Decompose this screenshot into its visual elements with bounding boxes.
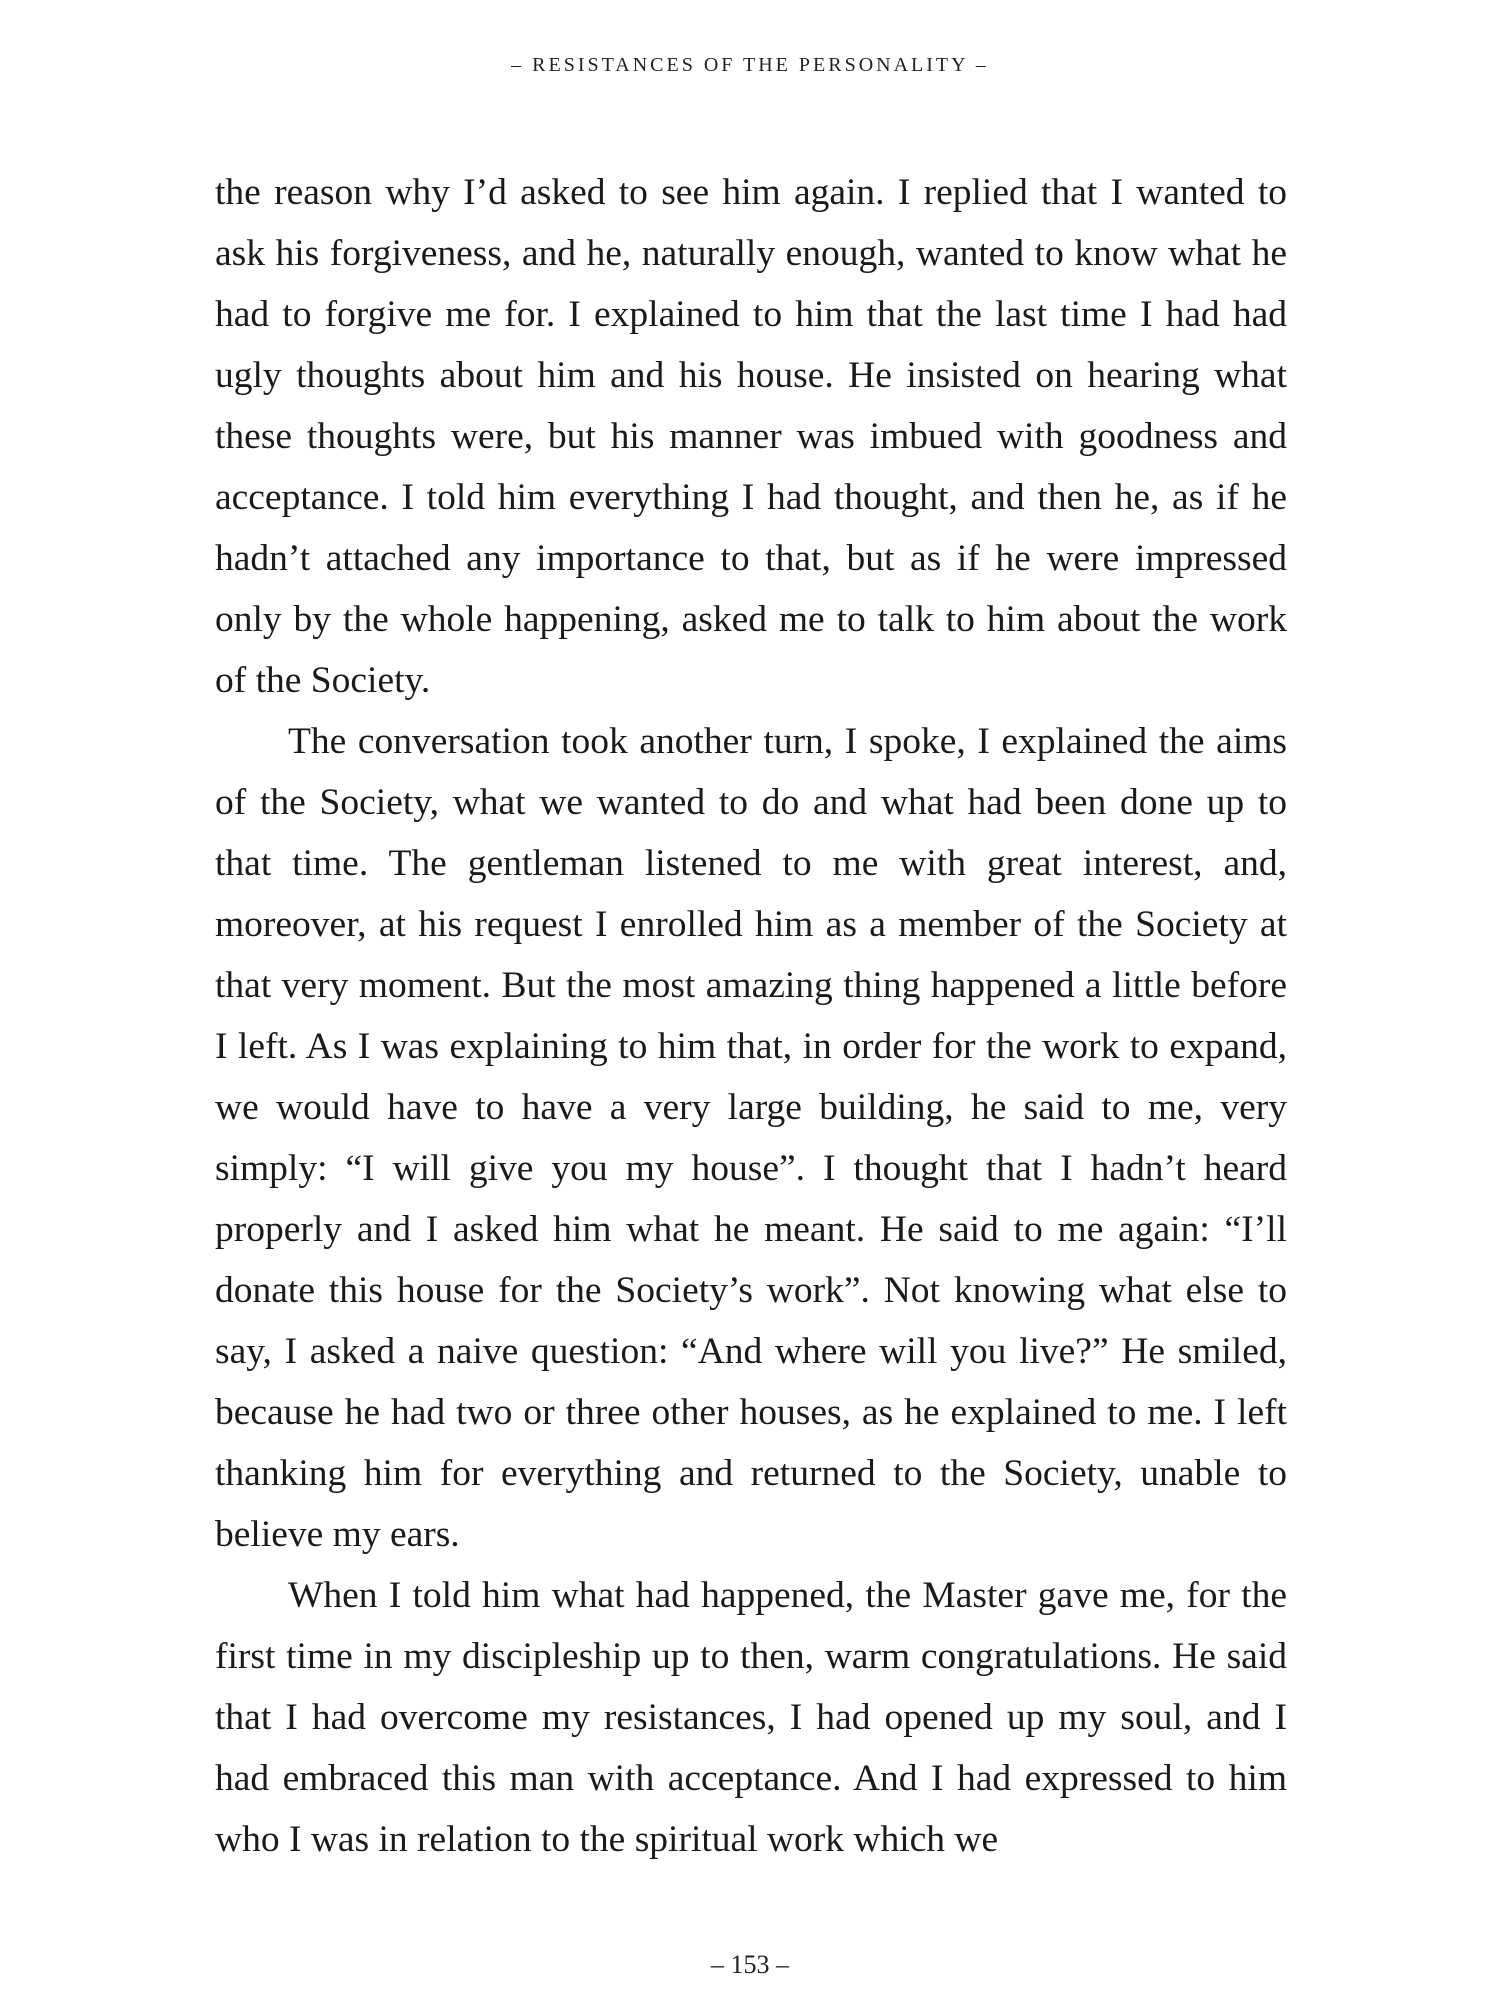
page-number: – 153 – — [711, 1950, 789, 1979]
paragraph-conversation: The conversation took another turn, I spoke, I explained the aims of the Society, what we wanted to do and what had been done up to that time. The gentleman listened to me with great interest, and, moreover, at his request I enrolled him as a member of the Society at that very moment. But the most amazing thing happened a little before I left. As I was explaining to him that, in order for the work to expand, we would have to have a very large building, he said to me, very simply: “I will give you my house”. I thought that I hadn’t heard properly and I asked him what he meant. He said to me again: “I’ll donate this house for the Society’s work”. Not knowing what else to say, I asked a naive question: “And where will you live?” He smiled, because he had two or three other houses, as he explained to me. I left thanking him for everything and returned to the Society, unable to believe my ears. — [215, 721, 1287, 1555]
paragraph-master: When I told him what had happened, the Master gave me, for the first time in my discipleship up to then, warm congratulations. He said that I had overcome my resistances, I had opened up my soul, and I had embraced this man with acceptance. And I had expressed to him who I was in relation to the spiritual work which we — [215, 1575, 1287, 1860]
running-head: – RESISTANCES OF THE PERSONALITY – — [511, 54, 989, 76]
paragraph-continued: the reason why I’d asked to see him again. I replied that I wanted to ask his forgiveness, and he, naturally enough, wanted to know what he had to forgive me for. I explained to him that the last time I had had ugly thoughts about him and his house. He insisted on hearing what these thoughts were, but his manner was imbued with goodness and acceptance. I told him everything I had thought, and then he, as if he hadn’t attached any importance to that, but as if he were impressed only by the whole happening, asked me to talk to him about the work of the Society. — [215, 172, 1287, 701]
body-text — [215, 162, 1287, 1870]
